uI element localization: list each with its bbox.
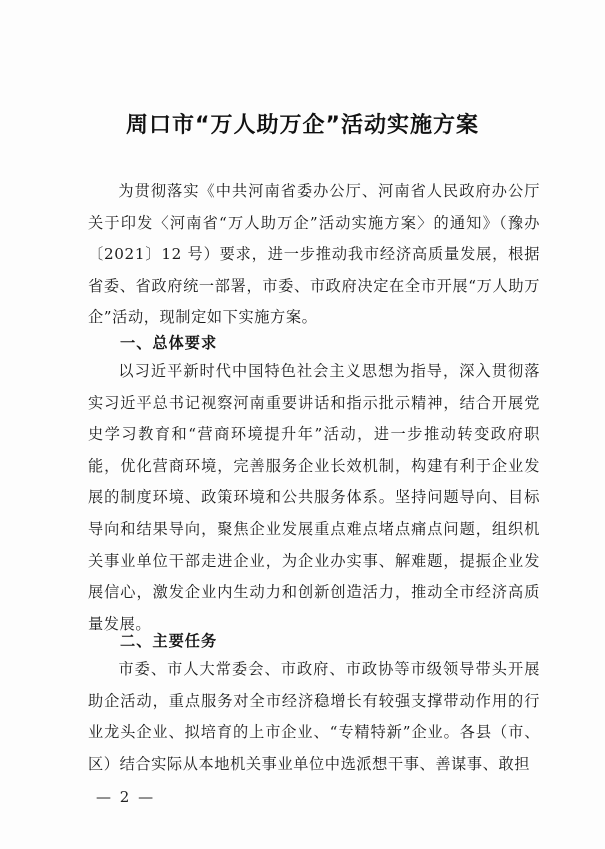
section-heading-main-tasks: 二、主要任务 bbox=[120, 632, 218, 650]
section-heading-general-requirements: 一、总体要求 bbox=[120, 334, 218, 352]
intro-paragraph: 为贯彻落实《中共河南省委办公厅、河南省人民政府办公厅关于印发〈河南省“万人助万企”活动实施方案〉的通知》（豫办〔2021〕12 号）要求，进一步推动我市经济高质量发展，根据省委、省政府统一部署，市委、市政府决定在全市开展“万人助万企”活动，现制定如下实施方案。 bbox=[88, 182, 540, 327]
section-paragraph-main-tasks: 市委、市人大常委会、市政府、市政协等市级领导带头开展助企活动，重点服务对全市经济稳增长有较强支撑带动作用的行业龙头企业、拟培育的上市企业、“专精特新”企业。各县（市、区）结合实际从本地机关事业单位中选派想干事、善谋事、敢担 bbox=[88, 660, 540, 773]
page-number: — 2 — bbox=[96, 788, 156, 806]
document-title: 周口市“万人助万企”活动实施方案 bbox=[126, 113, 479, 138]
section-paragraph-general-requirements: 以习近平新时代中国特色社会主义思想为指导，深入贯彻落实习近平总书记视察河南重要讲话和指示批示精神，结合开展党史学习教育和“营商环境提升年”活动，进一步推动转变政府职能，优化营商环境，完善服务企业长效机制，构建有利于企业发展的制度环境、政策环境和公共服务体系。坚持问题导向、目标导向和结果导向，聚焦企业发展重点难点堵点痛点问题，组织机关事业单位干部走进企业，为企业办实事、解难题，提振企业发展信心，激发企业内生动力和创新创造活力，推动全市经济高质量发展。 bbox=[88, 362, 540, 633]
